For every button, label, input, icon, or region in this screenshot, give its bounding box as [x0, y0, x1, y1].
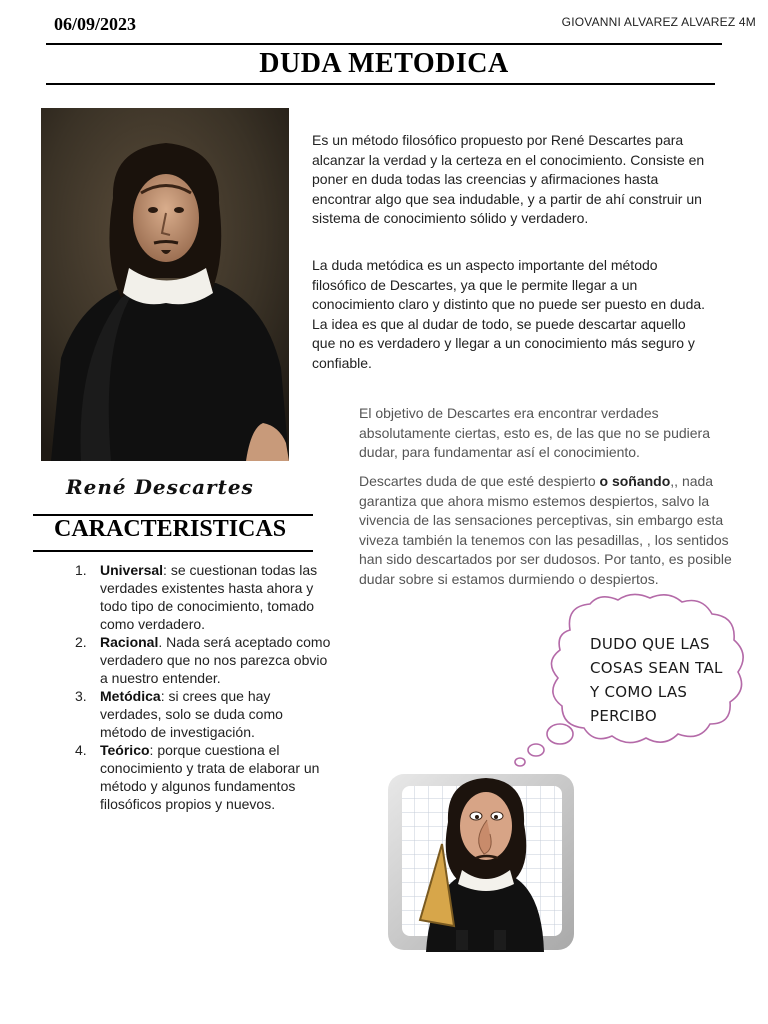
item-term: Universal: [100, 562, 164, 578]
header-rule-bottom: [46, 83, 715, 85]
characteristics-list: [68, 561, 332, 813]
item-separator: :: [163, 562, 171, 578]
list-item: [100, 741, 332, 813]
dream-paragraph: [359, 472, 749, 590]
author-name: GIOVANNI ALVAREZ ALVAREZ 4M: [561, 15, 756, 29]
item-term: Metódica: [100, 688, 161, 704]
intro-paragraph: Es un método filosófico propuesto por René Descartes para alcanzar la verdad y la certeza en el conocimiento. Consiste en poner en duda todas las creencias y afirmaciones hasta encontrar algo que sea indudable, y a partir de ahí construir un sistema de conocimiento sólido y verdadero.: [312, 132, 705, 227]
list-item: [100, 561, 332, 633]
descartes-portrait: [41, 108, 289, 461]
item-term: Teórico: [100, 742, 150, 758]
item-separator: .: [158, 634, 167, 650]
list-item: [100, 687, 332, 741]
descartes-caricature: [386, 770, 578, 952]
characteristics-heading: CARACTERISTICAS: [54, 516, 287, 542]
dream-text-end: ,, nada garantiza que ahora mismo estemos despiertos, salvo la vivencia de las sensaciones perceptivas, sin embargo esta viveza también la tenemos con las pesadillas, , los sentidos han sido descartados por ser dudosos. Por tanto, es posible dudar sobre si estamos durmiendo o despiertos.: [359, 473, 732, 587]
importance-paragraph: La duda metódica es un aspecto importante del método filosófico de Descartes, ya que le permite llegar a un conocimiento claro y distinto que no puede ser puesto en duda. La idea es que al dudar de todo, se puede descartar aquello que no es verdadero y llegar a un conocimiento más seguro y confiable.: [312, 257, 706, 371]
list-item: [100, 633, 332, 687]
item-term: Racional: [100, 634, 159, 650]
header-rule-top: [46, 43, 722, 45]
page-title: DUDA METODICA: [259, 48, 509, 79]
bubble-line: COSAS SEAN TAL: [590, 659, 723, 677]
document-date: 06/09/2023: [54, 14, 137, 34]
dream-text-start: Descartes duda de que esté despierto: [359, 473, 600, 489]
item-text: se cuestionan todas las verdades existentes hasta ahora y todo tipo de conocimiento, tomado como verdadero.: [100, 562, 318, 632]
item-text: Nada será aceptado como verdadero que no nos parezca obvio a nuestro entender.: [100, 634, 331, 686]
bubble-line: PERCIBO: [590, 707, 658, 725]
bubble-line: Y COMO LAS: [590, 683, 688, 701]
item-text: porque cuestiona el conocimiento y trata de elaborar un método y algunos fundamentos filosóficos propios y nuevos.: [100, 742, 320, 812]
dream-text-bold: o soñando: [599, 473, 671, 489]
portrait-caption: René Descartes: [66, 475, 254, 499]
objective-paragraph: El objetivo de Descartes era encontrar verdades absolutamente ciertas, esto es, de las que no se pudiera dudar, para fundamentar así el conocimiento.: [359, 405, 710, 461]
thought-bubble-text: [590, 632, 740, 728]
characteristics-rule-bottom: [33, 550, 313, 552]
item-separator: :: [160, 688, 169, 704]
item-text: si crees que hay verdades, solo se duda como método de investigación.: [100, 688, 283, 740]
item-separator: :: [149, 742, 158, 758]
bubble-line: DUDO QUE LAS: [590, 635, 710, 653]
